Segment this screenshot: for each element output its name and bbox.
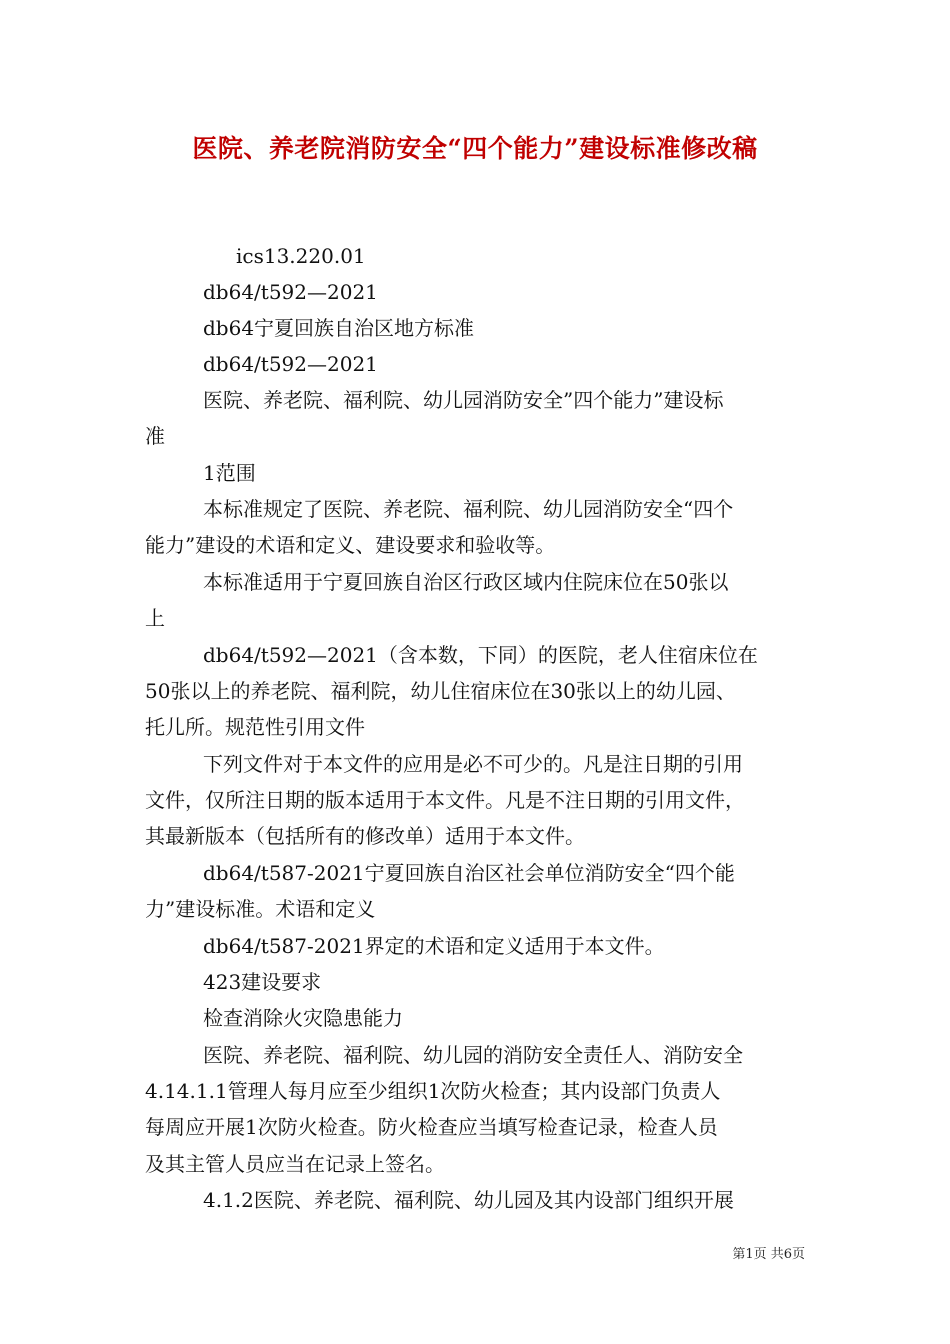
text-line-5: 医院、养老院、福利院、幼儿园消防安全”四个能力”建设标	[203, 388, 724, 412]
text-line-14: 托儿所。规范性引用文件	[145, 715, 365, 739]
text-line-1: ics13.220.01	[236, 244, 366, 268]
text-line-26: 及其主管人员应当在记录上签名。	[145, 1152, 445, 1176]
text-line-20: db64/t587-2021界定的术语和定义适用于本文件。	[203, 934, 665, 958]
text-line-4: db64/t592—2021	[203, 352, 378, 376]
text-line-10: 本标准适用于宁夏回族自治区行政区域内住院床位在50张以	[203, 570, 729, 594]
document-title: 医院、养老院消防安全“四个能力”建设标准修改稿	[192, 134, 758, 163]
text-line-9: 能力”建设的术语和定义、建设要求和验收等。	[145, 533, 556, 557]
text-line-19: 力”建设标准。术语和定义	[145, 897, 376, 921]
text-line-3: db64宁夏回族自治区地方标准	[203, 316, 475, 340]
text-line-25: 每周应开展1次防火检查。防火检查应当填写检查记录，检查人员	[145, 1115, 718, 1139]
text-line-27: 4.1.2医院、养老院、福利院、幼儿园及其内设部门组织开展	[203, 1188, 734, 1212]
text-line-11: 上	[145, 606, 165, 630]
text-line-7: 1范围	[203, 461, 256, 485]
text-line-2: db64/t592—2021	[203, 280, 378, 304]
text-line-6: 准	[145, 424, 165, 448]
page-number-footer: 第1页 共6页	[732, 1247, 805, 1262]
text-line-23: 医院、养老院、福利院、幼儿园的消防安全责任人、消防安全	[203, 1043, 743, 1067]
text-line-22: 检查消除火灾隐患能力	[203, 1006, 403, 1030]
text-line-15: 下列文件对于本文件的应用是必不可少的。凡是注日期的引用	[203, 752, 743, 776]
text-line-16: 文件，仅所注日期的版本适用于本文件。凡是不注日期的引用文件，	[145, 788, 745, 812]
text-line-24: 4.14.1.1管理人每月应至少组织1次防火检查；其内设部门负责人	[145, 1079, 721, 1103]
text-line-8: 本标准规定了医院、养老院、福利院、幼儿园消防安全“四个	[203, 497, 734, 521]
text-line-12: db64/t592—2021（含本数，下同）的医院，老人住宿床位在	[203, 643, 758, 667]
text-line-17: 其最新版本（包括所有的修改单）适用于本文件。	[145, 824, 585, 848]
text-line-13: 50张以上的养老院、福利院，幼儿住宿床位在30张以上的幼儿园、	[145, 679, 736, 703]
text-line-21: 423建设要求	[203, 970, 322, 994]
text-line-18: db64/t587-2021宁夏回族自治区社会单位消防安全“四个能	[203, 861, 735, 885]
